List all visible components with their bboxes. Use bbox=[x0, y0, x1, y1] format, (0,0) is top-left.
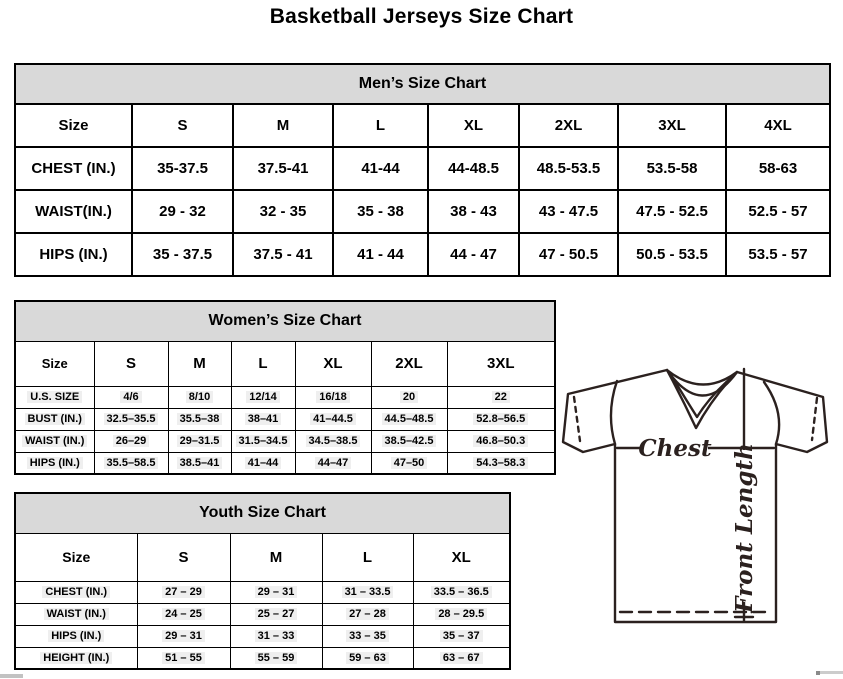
womens-cell bbox=[231, 430, 295, 452]
womens-cell bbox=[94, 408, 168, 430]
mens-cell: 53.5-58 bbox=[618, 147, 726, 190]
womens-cell-text: 38.5–41 bbox=[177, 457, 223, 469]
womens-col-header: 3XL bbox=[447, 341, 555, 386]
womens-cell bbox=[94, 452, 168, 474]
youth-cell bbox=[137, 625, 230, 647]
womens-cell-text: 8/10 bbox=[186, 391, 213, 403]
mens-col-header: Size bbox=[15, 104, 132, 147]
youth-data-row bbox=[15, 603, 510, 625]
jersey-outline-icon bbox=[563, 370, 827, 622]
womens-row-label bbox=[15, 408, 94, 430]
womens-cell bbox=[447, 386, 555, 408]
womens-data-row bbox=[15, 430, 555, 452]
mens-col-header: L bbox=[333, 104, 428, 147]
womens-cell bbox=[447, 452, 555, 474]
youth-cell-text: 27 – 29 bbox=[162, 586, 205, 598]
womens-cell-text: 4/6 bbox=[120, 391, 141, 403]
womens-cell-text: 34.5–38.5 bbox=[306, 435, 361, 447]
womens-row-label bbox=[15, 386, 94, 408]
mens-row-label: CHEST (IN.) bbox=[15, 147, 132, 190]
youth-cell bbox=[137, 647, 230, 669]
youth-cell-text: 63 – 67 bbox=[440, 652, 483, 664]
youth-cell bbox=[137, 603, 230, 625]
womens-cell-text: 26–29 bbox=[113, 435, 150, 447]
womens-cell-text: 44–47 bbox=[315, 457, 352, 469]
youth-size-chart-table bbox=[14, 492, 511, 670]
youth-cell bbox=[322, 647, 413, 669]
youth-chart-title: Youth Size Chart bbox=[15, 493, 510, 533]
youth-row-label bbox=[15, 581, 137, 603]
womens-cell bbox=[168, 452, 231, 474]
womens-col-header: S bbox=[94, 341, 168, 386]
womens-cell bbox=[295, 452, 371, 474]
youth-cell bbox=[413, 603, 510, 625]
mens-cell: 47 - 50.5 bbox=[519, 233, 618, 276]
youth-cell bbox=[230, 581, 322, 603]
youth-cell-text: 27 – 28 bbox=[346, 608, 389, 620]
youth-cell bbox=[137, 581, 230, 603]
mens-row-label: WAIST(IN.) bbox=[15, 190, 132, 233]
womens-cell-text: 38.5–42.5 bbox=[382, 435, 437, 447]
womens-cell bbox=[168, 386, 231, 408]
youth-cell-text: 51 – 55 bbox=[162, 652, 205, 664]
mens-col-header: S bbox=[132, 104, 233, 147]
womens-cell-text: 16/18 bbox=[316, 391, 350, 403]
youth-row-label-text: WAIST (IN.) bbox=[44, 608, 109, 620]
horizontal-scrollbar-fragment-right[interactable] bbox=[820, 671, 843, 674]
mens-cell: 41-44 bbox=[333, 147, 428, 190]
youth-cell-text: 31 – 33 bbox=[255, 630, 298, 642]
youth-row-label bbox=[15, 625, 137, 647]
youth-cell-text: 33 – 35 bbox=[346, 630, 389, 642]
mens-cell: 37.5 - 41 bbox=[233, 233, 333, 276]
womens-cell-text: 35.5–38 bbox=[177, 413, 223, 425]
youth-row-label-text: HEIGHT (IN.) bbox=[40, 652, 112, 664]
womens-row-label-text: WAIST (IN.) bbox=[22, 435, 87, 447]
youth-header-row bbox=[15, 533, 510, 581]
womens-cell-text: 20 bbox=[400, 391, 418, 403]
mens-cell: 38 - 43 bbox=[428, 190, 519, 233]
mens-cell: 35 - 37.5 bbox=[132, 233, 233, 276]
youth-col-header: Size bbox=[15, 533, 137, 581]
chest-label: Chest bbox=[638, 435, 712, 462]
youth-data-row bbox=[15, 581, 510, 603]
youth-col-header: XL bbox=[413, 533, 510, 581]
womens-cell-text: 46.8–50.3 bbox=[473, 435, 528, 447]
youth-cell-text: 59 – 63 bbox=[346, 652, 389, 664]
womens-cell-text: 29–31.5 bbox=[177, 435, 223, 447]
horizontal-scrollbar-fragment-left[interactable] bbox=[0, 674, 23, 678]
womens-chart-title: Women’s Size Chart bbox=[15, 301, 555, 341]
mens-col-header: 4XL bbox=[726, 104, 830, 147]
womens-cell-text: 22 bbox=[492, 391, 510, 403]
youth-cell-text: 25 – 27 bbox=[255, 608, 298, 620]
womens-cell bbox=[295, 408, 371, 430]
mens-cell: 37.5-41 bbox=[233, 147, 333, 190]
armhole-seam-left-icon bbox=[611, 381, 617, 444]
womens-cell-text: 31.5–34.5 bbox=[236, 435, 291, 447]
womens-cell bbox=[295, 386, 371, 408]
youth-cell bbox=[230, 625, 322, 647]
womens-size-chart-table bbox=[14, 300, 556, 475]
womens-col-header: 2XL bbox=[371, 341, 447, 386]
mens-cell: 32 - 35 bbox=[233, 190, 333, 233]
mens-cell: 53.5 - 57 bbox=[726, 233, 830, 276]
youth-col-header: S bbox=[137, 533, 230, 581]
youth-row-label-text: HIPS (IN.) bbox=[48, 630, 104, 642]
womens-cell bbox=[371, 452, 447, 474]
mens-chart-title: Men’s Size Chart bbox=[15, 64, 830, 104]
womens-cell bbox=[231, 452, 295, 474]
mens-cell: 47.5 - 52.5 bbox=[618, 190, 726, 233]
womens-cell-text: 47–50 bbox=[391, 457, 428, 469]
youth-col-header: L bbox=[322, 533, 413, 581]
mens-col-header: XL bbox=[428, 104, 519, 147]
youth-cell-text: 35 – 37 bbox=[440, 630, 483, 642]
front-length-label: Front Length bbox=[731, 443, 758, 613]
womens-header-row bbox=[15, 341, 555, 386]
mens-cell: 41 - 44 bbox=[333, 233, 428, 276]
page-title: Basketball Jerseys Size Chart bbox=[269, 5, 574, 28]
mens-cell: 50.5 - 53.5 bbox=[618, 233, 726, 276]
mens-col-header: 3XL bbox=[618, 104, 726, 147]
mens-data-row bbox=[15, 233, 830, 276]
jersey-measurement-diagram bbox=[553, 356, 843, 646]
mens-data-row bbox=[15, 147, 830, 190]
youth-cell-text: 29 – 31 bbox=[162, 630, 205, 642]
mens-cell: 44-48.5 bbox=[428, 147, 519, 190]
womens-cell bbox=[371, 408, 447, 430]
youth-row-label-text: CHEST (IN.) bbox=[42, 586, 110, 598]
womens-cell bbox=[231, 386, 295, 408]
womens-data-row bbox=[15, 408, 555, 430]
womens-cell bbox=[94, 430, 168, 452]
youth-cell bbox=[413, 647, 510, 669]
mens-cell: 35 - 38 bbox=[333, 190, 428, 233]
womens-cell-text: 35.5–58.5 bbox=[104, 457, 159, 469]
mens-cell: 43 - 47.5 bbox=[519, 190, 618, 233]
cuff-dash-left-icon bbox=[574, 397, 580, 441]
womens-cell bbox=[371, 430, 447, 452]
mens-data-row bbox=[15, 190, 830, 233]
womens-cell-text: 41–44.5 bbox=[310, 413, 356, 425]
womens-cell bbox=[168, 408, 231, 430]
womens-table bbox=[14, 300, 556, 475]
youth-cell-text: 31 – 33.5 bbox=[342, 586, 394, 598]
womens-cell-text: 52.8–56.5 bbox=[473, 413, 528, 425]
womens-row-label-text: BUST (IN.) bbox=[25, 413, 85, 425]
youth-row-label bbox=[15, 647, 137, 669]
youth-cell bbox=[413, 581, 510, 603]
womens-data-row bbox=[15, 452, 555, 474]
mens-cell: 48.5-53.5 bbox=[519, 147, 618, 190]
mens-header-row bbox=[15, 104, 830, 147]
youth-col-header: M bbox=[230, 533, 322, 581]
womens-col-header: L bbox=[231, 341, 295, 386]
mens-cell: 58-63 bbox=[726, 147, 830, 190]
youth-cell bbox=[413, 625, 510, 647]
mens-cell: 29 - 32 bbox=[132, 190, 233, 233]
mens-cell: 44 - 47 bbox=[428, 233, 519, 276]
womens-row-label-text: HIPS (IN.) bbox=[27, 457, 83, 469]
youth-table bbox=[14, 492, 511, 670]
mens-col-header: 2XL bbox=[519, 104, 618, 147]
youth-cell-text: 24 – 25 bbox=[162, 608, 205, 620]
womens-cell bbox=[231, 408, 295, 430]
youth-cell-text: 29 – 31 bbox=[255, 586, 298, 598]
womens-cell-text: 54.3–58.3 bbox=[473, 457, 528, 469]
mens-col-header: M bbox=[233, 104, 333, 147]
youth-cell bbox=[322, 625, 413, 647]
youth-cell-text: 33.5 – 36.5 bbox=[431, 586, 492, 598]
womens-row-label bbox=[15, 430, 94, 452]
womens-cell bbox=[168, 430, 231, 452]
womens-row-label bbox=[15, 452, 94, 474]
womens-cell bbox=[295, 430, 371, 452]
womens-data-row bbox=[15, 386, 555, 408]
womens-cell-text: 38–41 bbox=[245, 413, 282, 425]
womens-cell bbox=[447, 408, 555, 430]
youth-cell-text: 55 – 59 bbox=[255, 652, 298, 664]
mens-table bbox=[14, 63, 831, 277]
youth-cell bbox=[230, 647, 322, 669]
mens-cell: 52.5 - 57 bbox=[726, 190, 830, 233]
mens-cell: 35-37.5 bbox=[132, 147, 233, 190]
womens-cell bbox=[94, 386, 168, 408]
womens-cell-text: 44.5–48.5 bbox=[382, 413, 437, 425]
youth-cell bbox=[322, 603, 413, 625]
womens-col-header: XL bbox=[295, 341, 371, 386]
womens-col-header: Size bbox=[15, 341, 94, 386]
mens-size-chart-table bbox=[14, 63, 831, 277]
youth-cell bbox=[322, 581, 413, 603]
womens-cell-text: 41–44 bbox=[245, 457, 282, 469]
womens-cell-text: 32.5–35.5 bbox=[104, 413, 159, 425]
womens-cell bbox=[447, 430, 555, 452]
womens-col-header: M bbox=[168, 341, 231, 386]
womens-row-label-text: U.S. SIZE bbox=[27, 391, 82, 403]
womens-cell-text: 12/14 bbox=[246, 391, 280, 403]
youth-cell bbox=[230, 603, 322, 625]
youth-row-label bbox=[15, 603, 137, 625]
womens-cell bbox=[371, 386, 447, 408]
youth-data-row bbox=[15, 647, 510, 669]
cuff-dash-right-icon bbox=[812, 398, 817, 440]
youth-cell-text: 28 – 29.5 bbox=[435, 608, 487, 620]
youth-data-row bbox=[15, 625, 510, 647]
mens-row-label: HIPS (IN.) bbox=[15, 233, 132, 276]
armhole-seam-right-icon bbox=[764, 382, 779, 444]
